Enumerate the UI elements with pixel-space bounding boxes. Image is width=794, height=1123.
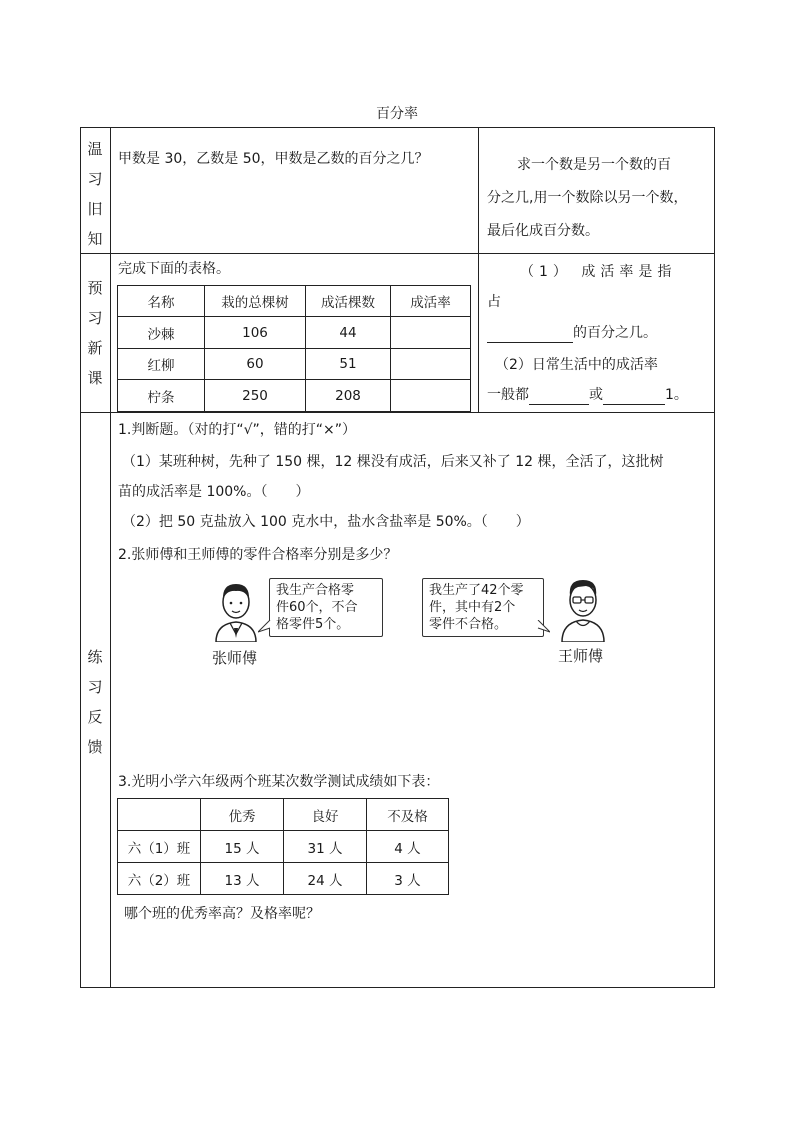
table-header: 栽的总棵树	[205, 286, 306, 317]
table-cell-answer[interactable]	[391, 317, 471, 349]
table-cell: 13 人	[201, 863, 284, 895]
survival-rate-table	[117, 285, 471, 412]
frame-top	[80, 127, 715, 128]
practice-label: 练 习 反 馈	[87, 648, 103, 756]
review-question: 甲数是 30，乙数是 50，甲数是乙数的百分之几？	[118, 151, 429, 167]
table-cell: 44	[306, 317, 391, 349]
table-cell: 24 人	[284, 863, 367, 895]
review-tip: 求一个数是另一个数的百 分之几,用一个数除以另一个数， 最后化成百分数。	[487, 157, 688, 239]
wang-speech-bubble: 我生产了42个零 件，其中有2个 零件不合格。	[422, 578, 544, 637]
frame-right	[714, 127, 715, 988]
table-header: 名称	[118, 286, 205, 317]
table-cell: 3 人	[367, 863, 449, 895]
table-row	[118, 831, 449, 863]
table-row	[118, 317, 471, 349]
row-divider-2	[80, 412, 715, 413]
question-1-1a: （1）某班种树，先种了 150 棵，12 棵没有成活，后来又补了 12 棵，全活了，这批树	[122, 454, 664, 470]
blank-field[interactable]	[603, 386, 665, 405]
table-cell: 106	[205, 317, 306, 349]
table-cell: 60	[205, 349, 306, 380]
preview-note-2a: （2）日常生活中的成活率	[495, 357, 658, 373]
frame-left	[80, 127, 81, 988]
preview-instruction: 完成下面的表格。	[118, 261, 230, 277]
question-1: 1.判断题。（对的打“√”，错的打“×”）	[118, 422, 357, 438]
preview-label: 预 习 新 课	[87, 279, 103, 387]
wang-bubble-tail	[536, 620, 550, 634]
question-2: 2.张师傅和王师傅的零件合格率分别是多少？	[118, 547, 398, 563]
col-divider-top	[478, 127, 479, 413]
table-row	[118, 349, 471, 380]
preview-note-1c: 的百分之几。	[487, 323, 657, 343]
row-divider-1	[80, 253, 715, 254]
table-cell-answer[interactable]	[391, 349, 471, 380]
table-row	[118, 863, 449, 895]
preview-note-1a: （1） 成活率是指	[520, 264, 677, 280]
table-cell: 沙棘	[118, 317, 205, 349]
table-cell: 红柳	[118, 349, 205, 380]
zhang-avatar	[210, 576, 262, 642]
table-cell-answer[interactable]	[391, 380, 471, 412]
score-table	[117, 798, 449, 895]
table-cell: 250	[205, 380, 306, 412]
blank-field[interactable]	[487, 324, 573, 343]
wang-name: 王师傅	[558, 647, 604, 665]
table-header: 成活率	[391, 286, 471, 317]
blank-field[interactable]	[529, 386, 589, 405]
preview-note-2b: 一般都 或 1。	[487, 387, 688, 403]
table-cell: 柠条	[118, 380, 205, 412]
question-3: 3.光明小学六年级两个班某次数学测试成绩如下表：	[118, 774, 440, 790]
question-1-1b: 苗的成活率是 100%。（ ）	[118, 484, 310, 500]
table-cell: 4 人	[367, 831, 449, 863]
question-3-ask: 哪个班的优秀率高？及格率呢？	[124, 906, 320, 922]
page-title: 百分率	[376, 106, 418, 122]
table-cell: 六（2）班	[118, 863, 201, 895]
table-cell: 31 人	[284, 831, 367, 863]
frame-bottom	[80, 987, 715, 988]
table-row	[118, 380, 471, 412]
wang-avatar	[556, 574, 610, 642]
review-label: 温 习 旧 知	[87, 140, 103, 248]
preview-note-1b: 占	[487, 294, 501, 310]
label-column-divider	[110, 127, 111, 988]
table-cell: 15 人	[201, 831, 284, 863]
table-cell: 208	[306, 380, 391, 412]
table-cell: 51	[306, 349, 391, 380]
table-header: 优秀	[201, 799, 284, 831]
table-header: 良好	[284, 799, 367, 831]
table-cell: 六（1）班	[118, 831, 201, 863]
zhang-name: 张师傅	[212, 649, 258, 667]
zhang-speech-bubble: 我生产合格零 件60个，不合 格零件5个。	[269, 578, 383, 637]
table-header: 不及格	[367, 799, 449, 831]
zhang-bubble-tail	[258, 620, 272, 634]
table-header: 成活棵数	[306, 286, 391, 317]
table-header	[118, 799, 201, 831]
question-1-2: （2）把 50 克盐放入 100 克水中，盐水含盐率是 50%。（ ）	[122, 514, 530, 530]
